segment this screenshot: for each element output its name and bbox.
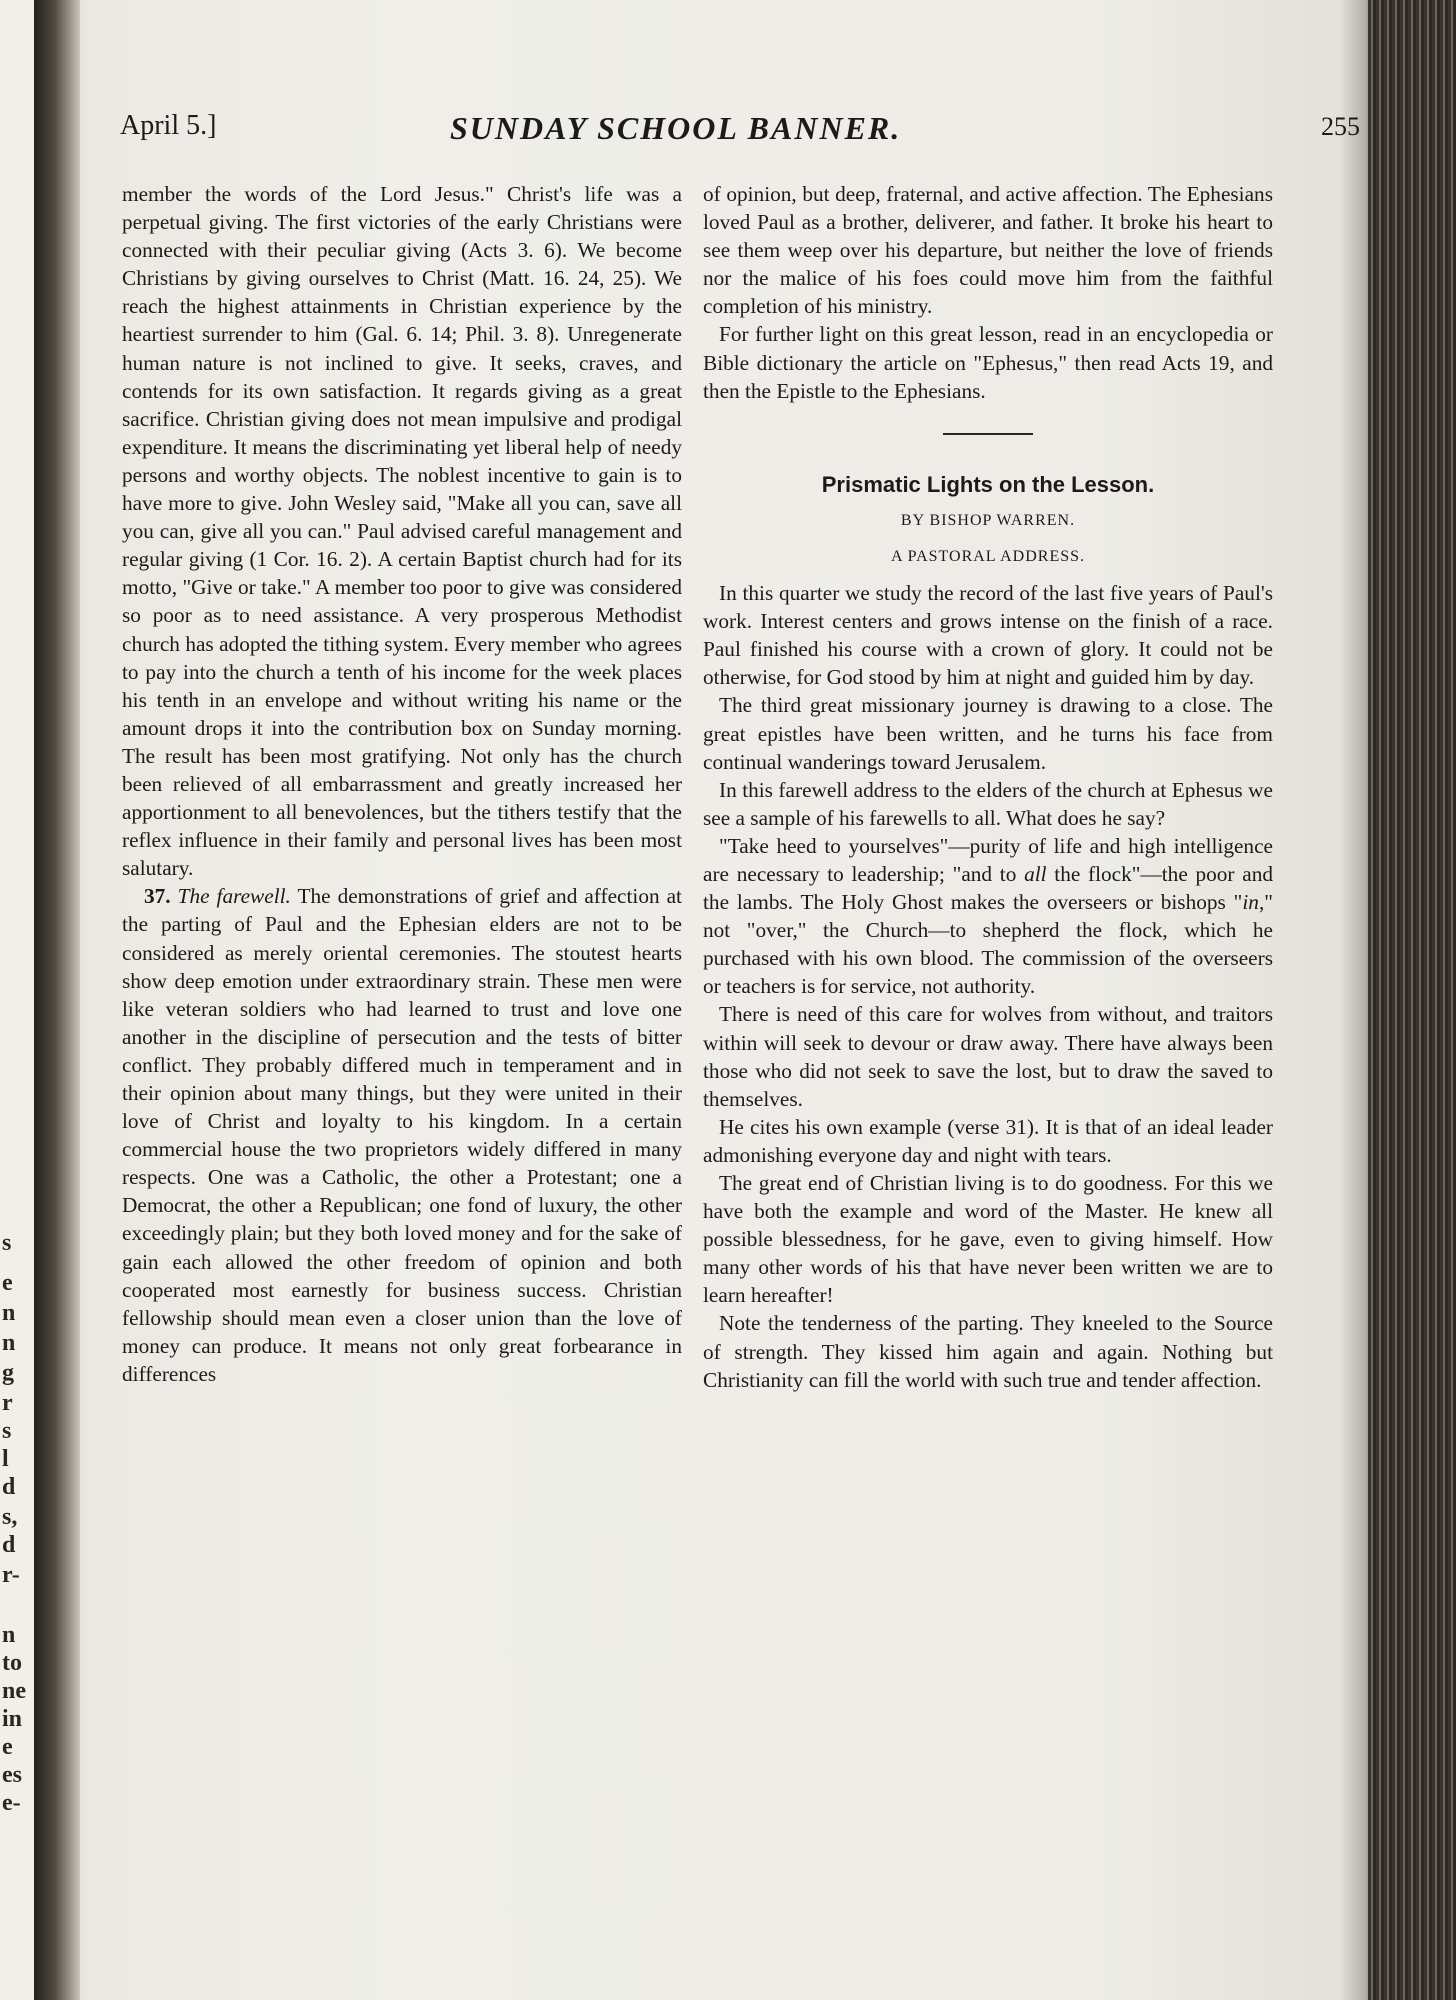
margin-fragment: g <box>2 1360 14 1386</box>
lesson-verse-heading: The farewell. <box>177 884 291 909</box>
margin-fragment: ne <box>2 1678 26 1704</box>
subheading: A PASTORAL ADDRESS. <box>890 547 1086 565</box>
section-title: Prismatic Lights on the Lesson. <box>821 471 1155 497</box>
text-run: ," not "over," the Church—to shepherd the flock, which he purchased with his own blood. The commission of the overseers or teachers is for service, not authority. <box>703 890 1273 999</box>
page-number: 255 <box>1321 112 1360 141</box>
header-title: SUNDAY SCHOOL BANNER. <box>450 110 902 146</box>
margin-fragment: e <box>2 1270 13 1296</box>
margin-fragment: n <box>2 1622 16 1648</box>
margin-fragment: r <box>2 1390 13 1416</box>
paragraph: For further light on this great lesson, read in an encyclopedia or Bible dictionary the article on "Ephesus," then read Acts 19, and then the Epistle to the Ephesians. <box>703 322 1273 403</box>
header-date: April 5.] <box>120 110 217 141</box>
page-stack-edge <box>1368 0 1456 2000</box>
margin-fragment: d <box>2 1532 16 1558</box>
margin-fragment: e- <box>2 1790 21 1816</box>
margin-fragment: d <box>2 1474 16 1500</box>
paragraph-body: The demonstrations of grief and affection at the parting of Paul and the Ephesian elders are not to be considered as merely oriental ceremonies. The stoutest hearts show deep emotion under extraordinary strain. These men were like veteran soldiers who had learned to trust and love one another in the discipline of persecution and the tests of bitter conflict. They probably differed much in temperament and in their opinion about many things, but they were united in their love of Christ and loyalty to his kingdom. In a certain commercial house the two proprietors widely differed in many respects. One was a Catholic, the other a Protestant; one a Democrat, the other a Republican; one fond of luxury, the other exceedingly plain; but they both loved money and for the sake of gain each allowed the other freedom of opinion and both cooperated most earnestly for business success. Christian fellowship should mean even a closer union than the love of money can produce. It means not only great forbearance in differences <box>122 884 682 1386</box>
previous-page-edge <box>0 0 34 2000</box>
paragraph: The great end of Christian living is to do goodness. For this we have both the example and word of the Master. He knew all possible blessedness, for he gave, even to giving himself. How many other words of his that have never been written we are to learn hereafter! <box>703 1171 1273 1308</box>
emphasis: in <box>1242 890 1259 915</box>
margin-fragment: in <box>2 1706 23 1732</box>
emphasis: all <box>1024 861 1047 886</box>
margin-fragment: n <box>2 1330 16 1356</box>
lesson-verse-number: 37. <box>144 884 171 909</box>
book-gutter-shadow <box>34 0 80 2000</box>
paragraph: In this farewell address to the elders of the church at Ephesus we see a sample of his farewells to all. What does he say? <box>703 777 1273 830</box>
margin-fragment: e <box>2 1734 13 1760</box>
margin-fragment: r- <box>2 1562 20 1588</box>
paragraph: member the words of the Lord Jesus." Christ's life was a perpetual giving. The first victories of the early Christians were connected with their peculiar giving (Acts 3. 6). We become Christians by giving ourselves to Christ (Matt. 16. 24, 25). We reach the highest attainments in Christian experience by the heartiest surrender to him (Gal. 6. 14; Phil. 3. 8). Unregenerate human nature is not inclined to give. It seeks, craves, and contends for its own satisfaction. It regards giving as a great sacrifice. Christian giving does not mean impulsive and prodigal expenditure. It means the discriminating yet liberal help of needy persons and worthy objects. The noblest incentive to gain is to have more to give. John Wesley said, "Make all you can, save all you can, give all you can." Paul advised careful management and regular giving (1 Cor. 16. 2). A certain Baptist church had for its motto, "Give or take." A member too poor to give was considered so poor as to need assistance. A very prosperous Methodist church has adopted the tithing system. Every member who agrees to pay into the church a tenth of his income for the week places his tenth in an envelope and without writing his name or the amount drops it into the contribution box on Sunday morning. The result has been most gratifying. Not only has the church been relieved of all embarrassment and greatly increased her apportionment to all benevolences, but the tithers testify that the reflex influence in their family and personal lives has been most salutary. <box>122 182 682 881</box>
margin-fragment: s, <box>2 1504 18 1530</box>
paragraph: of opinion, but deep, fraternal, and active affection. The Ephesians loved Paul as a brother, deliverer, and father. It broke his heart to see them weep over his departure, but neither the love of friends nor the malice of his foes could move him from the faithful completion of his ministry. <box>703 182 1273 319</box>
byline: BY BISHOP WARREN. <box>900 511 1076 529</box>
margin-fragment: to <box>2 1650 22 1676</box>
text-run: the flock"—the poor and the lambs. The Holy Ghost makes the overseers or bishops " <box>703 861 1273 915</box>
text-run: "Take heed to yourselves"—purity of life and high intelligence are necessary to leadership; "and to <box>703 833 1273 886</box>
book-page <box>100 80 1370 1990</box>
right-column <box>703 180 1273 1394</box>
margin-fragment: s <box>2 1418 12 1444</box>
paragraph: There is need of this care for wolves from without, and traitors within will seek to devour or draw away. There have always been those who did not seek to save the lost, but to draw the saved to themselves. <box>703 1002 1273 1111</box>
left-column <box>122 180 682 1388</box>
paragraph: Note the tenderness of the parting. They kneeled to the Source of strength. They kissed him again and again. Nothing but Christianity can fill the world with such true and tender affection. <box>703 1311 1273 1392</box>
paragraph: In this quarter we study the record of the last five years of Paul's work. Interest centers and grows intense on the finish of a race. Paul finished his course with a crown of glory. It could not be otherwise, for God stood by him at night and guided him by day. <box>703 581 1273 690</box>
paragraph <box>703 832 1273 1001</box>
paragraph: The third great missionary journey is drawing to a close. The great epistles have been written, and he turns his face from continual wanderings toward Jerusalem. <box>703 693 1273 774</box>
paragraph: He cites his own example (verse 31). It is that of an ideal leader admonishing everyone day and night with tears. <box>703 1114 1273 1167</box>
margin-fragment: s <box>2 1230 12 1256</box>
paragraph-farewell <box>122 882 682 1388</box>
margin-fragment: n <box>2 1300 16 1326</box>
section-divider <box>943 433 1033 435</box>
margin-fragment: l <box>2 1446 9 1472</box>
running-header <box>120 110 1360 160</box>
margin-fragment: es <box>2 1762 22 1788</box>
